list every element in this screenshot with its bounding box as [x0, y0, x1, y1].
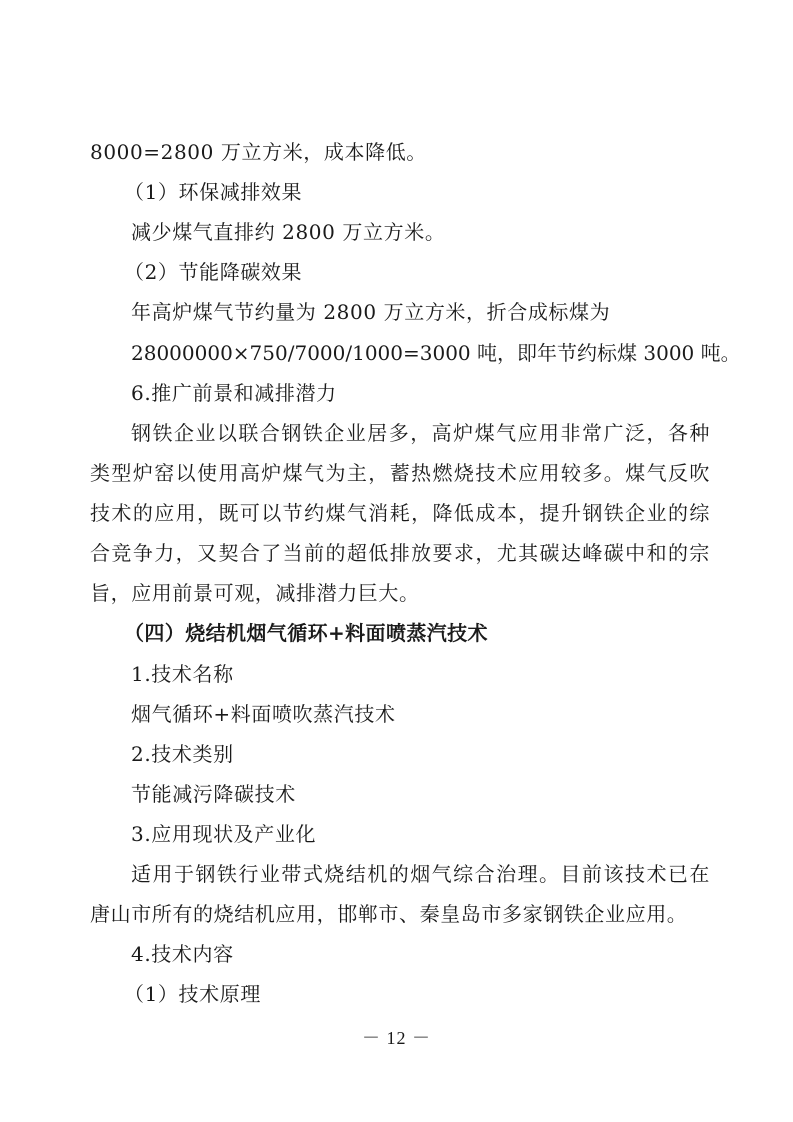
text-line: 8000=2800 万立方米，成本降低。	[90, 140, 427, 164]
section-heading: 1.技术名称	[131, 662, 234, 686]
section-heading: 4.技术内容	[131, 942, 234, 966]
text-line: 年高炉煤气节约量为 2800 万立方米，折合成标煤为	[131, 300, 611, 324]
paragraph-line: 类型炉窑以使用高炉煤气为主，蓄热燃烧技术应用较多。煤气反吹	[90, 461, 710, 485]
paragraph-line: 技术的应用，既可以节约煤气消耗，降低成本，提升钢铁企业的综	[90, 501, 710, 525]
section-title: （四）烧结机烟气循环+料面喷蒸汽技术	[124, 621, 488, 645]
subsection-heading: （1）技术原理	[124, 982, 261, 1006]
section-heading: 2.技术类别	[131, 742, 234, 766]
subsection-heading: （1）环保减排效果	[124, 180, 303, 204]
paragraph-line: 旨，应用前景可观，减排潜力巨大。	[90, 581, 420, 605]
page-number: － 12 －	[362, 1028, 431, 1048]
paragraph-line: 唐山市所有的烧结机应用，邯郸市、秦皇岛市多家钢铁企业应用。	[90, 902, 688, 926]
paragraph-line: 适用于钢铁行业带式烧结机的烟气综合治理。目前该技术已在	[131, 862, 710, 886]
subsection-heading: （2）节能降碳效果	[124, 260, 303, 284]
text-line: 减少煤气直排约 2800 万立方米。	[131, 220, 446, 244]
paragraph-line: 合竞争力，又契合了当前的超低排放要求，尤其碳达峰碳中和的宗	[90, 541, 710, 565]
section-heading: 3.应用现状及产业化	[131, 822, 317, 846]
text-line: 28000000×750/7000/1000=3000 吨，即年节约标煤 3000 吨。	[131, 341, 741, 365]
paragraph-line: 钢铁企业以联合钢铁企业居多，高炉煤气应用非常广泛，各种	[131, 421, 710, 445]
text-line: 节能减污降碳技术	[131, 782, 296, 806]
text-line: 烟气循环+料面喷吹蒸汽技术	[131, 702, 396, 726]
section-heading: 6.推广前景和减排潜力	[131, 381, 337, 405]
